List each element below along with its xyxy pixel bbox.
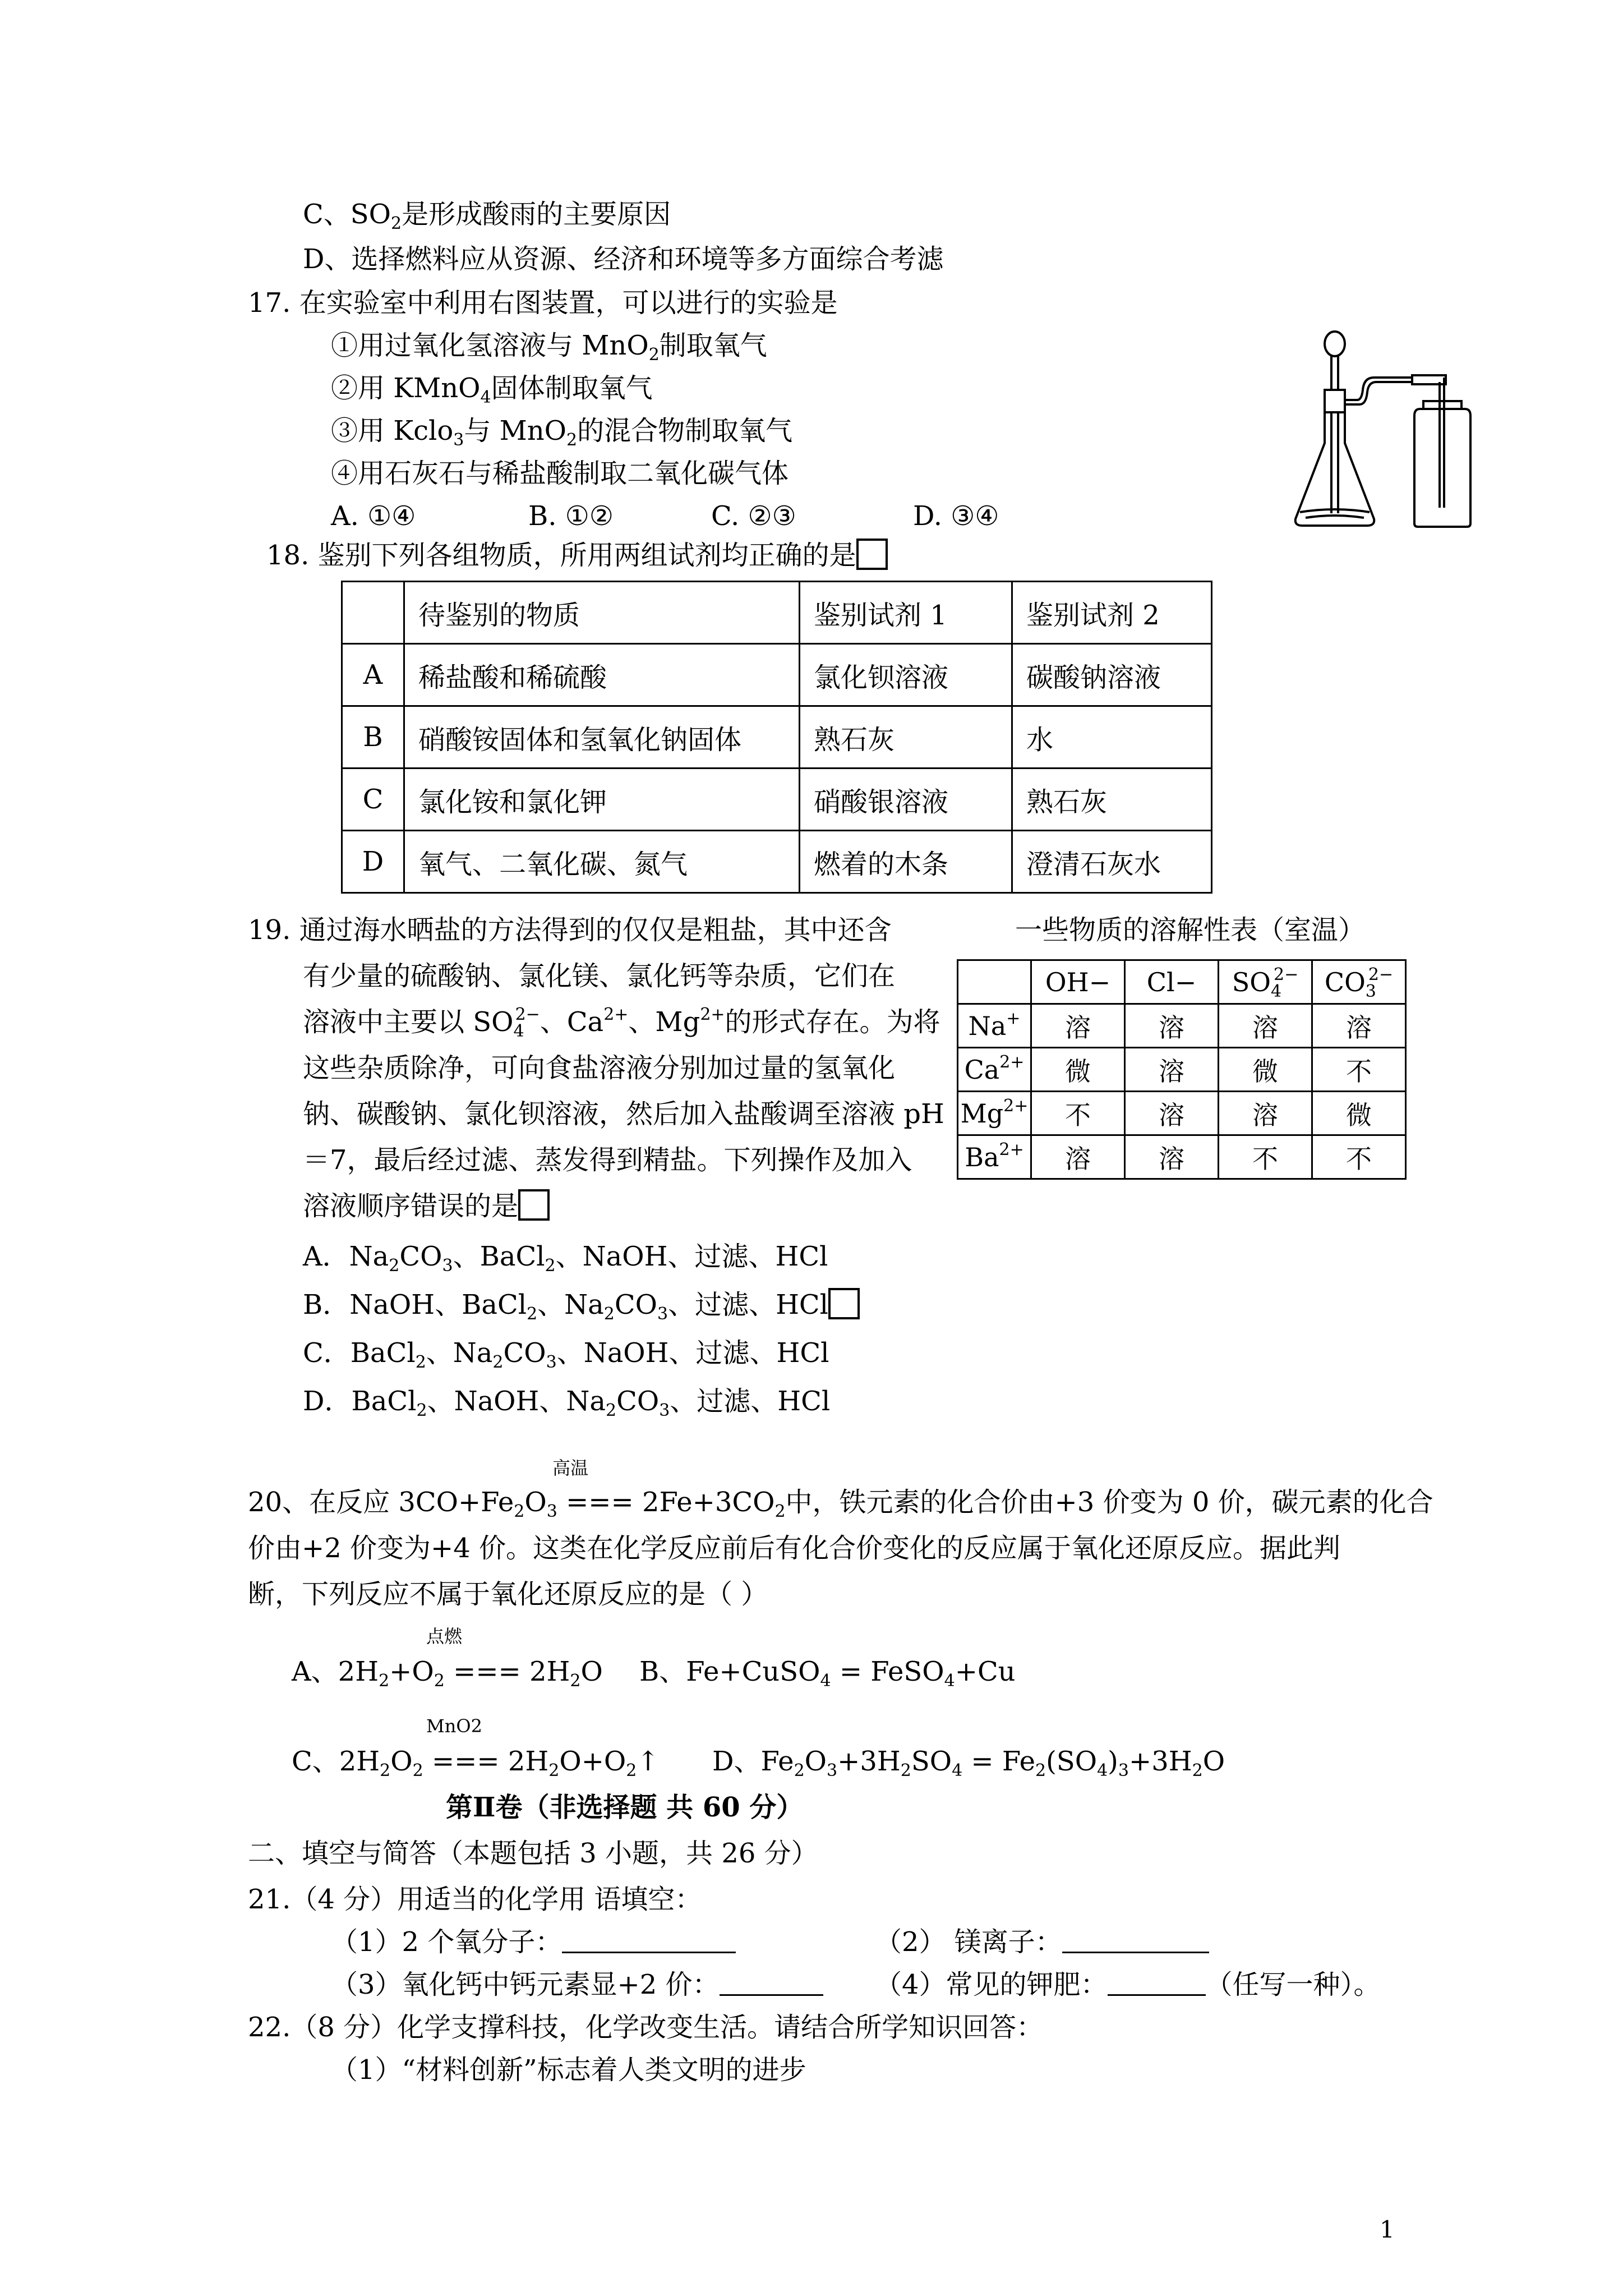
table-cell: 水 [1012,706,1212,769]
table-row [342,769,1212,831]
q22-stem: 22.（8 分）化学支撑科技，化学改变生活。请结合所学知识回答： [248,2012,1044,2043]
table-header-cell: 待鉴别的物质 [404,582,800,644]
q20-line-3: 断，下列反应不属于氧化还原反应的是（ ） [248,1579,768,1610]
reaction-condition: 点燃 [426,1626,463,1647]
table-cell: 氧气、二氧化碳、氮气 [404,831,800,893]
table-cell: 不 [1312,1048,1406,1092]
table-cell: 溶 [1125,1092,1219,1135]
table-header-cell: Cl− [1125,960,1219,1004]
gas-apparatus-figure [1273,323,1486,536]
table-cell: 不 [1219,1135,1312,1179]
q17-item-2: ②用 KMnO$_4$固体制取氧气 [331,372,653,407]
answer-box[interactable] [518,1189,550,1221]
table-row [958,1092,1406,1135]
q22-part-1: （1）“材料创新”标志着人类文明的进步 [331,2054,806,2086]
reaction-condition: MnO2 [426,1715,482,1737]
q17-item-1: ①用过氧化氢溶液与 MnO$_2$制取氧气 [331,330,767,365]
table-header-cell: 鉴别试剂 2 [1012,582,1212,644]
answer-blank[interactable] [1108,1972,1206,1996]
table-cell: 熟石灰 [1012,769,1212,831]
q19-line-7: 溶液顺序错误的是 [303,1189,550,1223]
table-cell: C [342,769,404,831]
table-cell: 碳酸钠溶液 [1012,644,1212,706]
q19-line-3: 溶液中主要以 $SO_4^{2-}$、$Ca^{2+}$、$Mg^{2+}$的形式存在。为将 [303,1005,940,1041]
table-row-header: $Ca^{2+}$ [958,1048,1031,1092]
section-heading: 二、填空与简答（本题包括 3 小题，共 26 分） [248,1838,818,1869]
table-row [958,1048,1406,1092]
q19-line-4: 这些杂质除净，可向食盐溶液分别加过量的氢氧化 [303,1052,896,1084]
table-cell: 稀盐酸和稀硫酸 [404,644,800,706]
q19-option-d: D．BaCl$_2$、NaOH、$Na_2CO_3$、过滤、HCl [303,1386,831,1420]
table-cell: 氯化铵和氯化钾 [404,769,800,831]
q19-option-a: A．$Na_2CO_3$、BaCl$_2$、NaOH、过滤、HCl [303,1241,828,1276]
table-row-header: $Ba^{2+}$ [958,1135,1031,1179]
q19-line-1: 19. 通过海水晒盐的方法得到的仅仅是粗盐，其中还含 [248,914,892,946]
table-header-cell [342,582,404,644]
q19-option-b: B．NaOH、BaCl$_2$、$Na_2CO_3$、过滤、HCl [303,1288,860,1322]
table-cell: 溶 [1219,1092,1312,1135]
table-cell: 燃着的木条 [800,831,1012,893]
table-row-header: Na+ [958,1004,1031,1048]
table-row [958,1135,1406,1179]
table-cell: 微 [1219,1048,1312,1092]
table-header-cell: $CO_3^{2-}$ [1312,960,1406,1004]
table-cell: 澄清石灰水 [1012,831,1212,893]
q17-choice-b: B. ①② [528,500,614,532]
q18-stem: 18. 鉴别下列各组物质，所用两组试剂均正确的是 [266,539,888,572]
q20-line-2: 价由+2 价变为+4 价。这类在化学反应前后有化合价变化的反应属于氧化还原反应。据此判 [248,1533,1341,1564]
q21-part-3: （3）氧化钙中钙元素显+2 价： [331,1968,823,2001]
solubility-table-title: 一些物质的溶解性表（室温） [1015,914,1366,946]
q20-option-b: B、Fe+CuSO$_4$ = FeSO$_4$+Cu [639,1656,1016,1691]
table-header-row [958,960,1406,1004]
table-cell: 硝酸铵固体和氢氧化钠固体 [404,706,800,769]
q20-line-1: 20、在反应 $3CO+Fe_2O_3$ === $2Fe+3CO_2$中，铁元素的化合价由+3 价变为 0 价，碳元素的化合 [248,1487,1433,1521]
table-cell: 硝酸银溶液 [800,769,1012,831]
page-number: 1 [1380,2216,1395,2243]
answer-blank[interactable] [1062,1929,1209,1953]
table-cell: 不 [1031,1092,1125,1135]
table-header-cell: $SO_4^{2-}$ [1219,960,1312,1004]
q17-item-4: ④用石灰石与稀盐酸制取二氧化碳气体 [331,458,789,489]
q17-stem: 17. 在实验室中利用右图装置，可以进行的实验是 [248,287,838,319]
q21-part-2: （2） 镁离子： [875,1925,1209,1959]
table-cell: 溶 [1219,1004,1312,1048]
q20-option-d: D、$Fe_2O_3+3H_2SO_4 = Fe_2(SO_4)_3+3H_2O$ [712,1746,1225,1780]
part-heading: 第Ⅱ卷（非选择题 共 60 分） [446,1792,804,1823]
q21-stem: 21.（4 分）用适当的化学用 语填空： [248,1884,702,1915]
q17-choice-d: D. ③④ [913,500,999,532]
q17-choice-c: C. ②③ [711,500,796,532]
q19-line-5: 钠、碳酸钠、氯化钡溶液，然后加入盐酸调至溶液 pH [303,1098,944,1130]
table-cell: 氯化钡溶液 [800,644,1012,706]
q16-option-d: D、选择燃料应从资源、经济和环境等多方面综合考滤 [303,243,944,275]
solubility-table [957,959,1407,1180]
table-cell: 溶 [1125,1004,1219,1048]
q19-line-6: ＝7，最后经过滤、蒸发得到精盐。下列操作及加入 [303,1144,912,1176]
q20-option-c: C、$2H_2O_2$ === $2H_2O+O_2↑$ [292,1746,660,1780]
q21-part-1: （1）2 个氧分子： [331,1925,736,1959]
answer-blank[interactable] [562,1929,736,1953]
answer-box[interactable] [856,539,888,570]
answer-blank[interactable] [720,1972,823,1996]
table-header-row [342,582,1212,644]
q19-line-2: 有少量的硫酸钠、氯化镁、氯化钙等杂质，它们在 [303,960,896,992]
q20-option-a: A、$2H_2+O_2$ === $2H_2O$ [292,1656,603,1691]
table-header-cell [958,960,1031,1004]
table-cell: 溶 [1031,1004,1125,1048]
table-row [342,644,1212,706]
q21-part-4: （4）常见的钾肥： （任写一种）。 [875,1969,1381,2000]
table-row [342,831,1212,893]
q17-item-3: ③用 Kclo$_3$与 MnO$_2$的混合物制取氧气 [331,415,793,450]
q16-option-c: C、$SO_2$是形成酸雨的主要原因 [303,199,671,233]
q19-option-c: C．BaCl$_2$、$Na_2CO_3$、NaOH、过滤、HCl [303,1337,829,1372]
table-cell: 不 [1312,1135,1406,1179]
answer-box[interactable] [828,1288,860,1319]
table-cell: A [342,644,404,706]
table-row [342,706,1212,769]
table-cell: 熟石灰 [800,706,1012,769]
table-cell: B [342,706,404,769]
q17-choice-a: A. ①④ [331,500,416,532]
table-cell: 微 [1312,1092,1406,1135]
table-cell: D [342,831,404,893]
q18-table [341,581,1212,894]
reaction-condition: 高温 [552,1457,589,1479]
table-cell: 溶 [1125,1048,1219,1092]
table-cell: 微 [1031,1048,1125,1092]
table-cell: 溶 [1031,1135,1125,1179]
table-cell: 溶 [1125,1135,1219,1179]
table-row [958,1004,1406,1048]
table-header-cell: OH− [1031,960,1125,1004]
table-header-cell: 鉴别试剂 1 [800,582,1012,644]
table-cell: 溶 [1312,1004,1406,1048]
table-row-header: $Mg^{2+}$ [958,1092,1031,1135]
